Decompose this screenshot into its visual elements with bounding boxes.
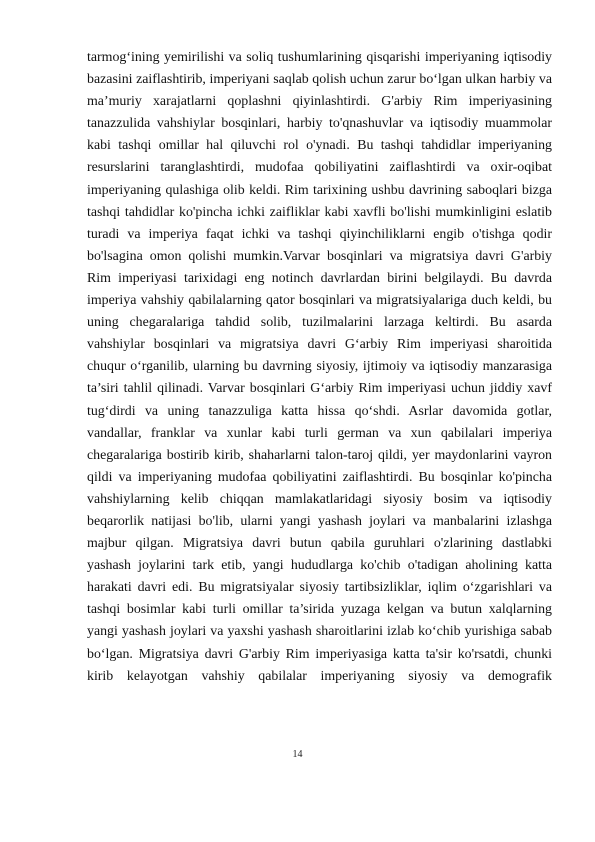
text-line: beqarorlik natijasi bo'lib, ularni yangi yashash joylari va manbalarini izlashga xyxy=(87,513,552,529)
text-line: yangi yashash joylari va yaxshi yashash sharoitlarini izlab ko‘chib yurishiga sabab xyxy=(87,624,552,640)
text-line: turadi va imperiya faqat ichki va tashqi qiyinchiliklarni engib o'tishga qodir xyxy=(87,226,552,242)
text-line: bazasini zaiflashtirib, imperiyani saqlab qolish uchun zarur bo‘lgan ulkan harbiy va xyxy=(87,72,552,88)
text-line: tarmog‘ining yemirilishi va soliq tushumlarining qisqarishi imperiyaning iqtisodiy xyxy=(87,50,552,65)
text-line: imperiya vahshiy qabilalarning qator bosqinlari va migratsiyalariga duch keldi, bu xyxy=(87,293,552,309)
text-line: tanazzulida vahshiylar bosqinlari, harbiy to'qnashuvlar va iqtisodiy muammolar xyxy=(87,116,552,132)
document-body xyxy=(87,47,552,688)
text-line: ta’siri tahlil qilinadi. Varvar bosqinlari G‘arbiy Rim imperiyasi uchun jiddiy xavf xyxy=(87,381,552,397)
text-line: imperiyaning qulashiga olib keldi. Rim tarixining ushbu davrining saboqlari bizga xyxy=(87,182,552,198)
text-line: Rim imperiyasi tarixidagi eng notinch davrlardan birini belgilaydi. Bu davrda xyxy=(87,270,552,286)
text-line: chuqur o‘rganilib, ularning bu davrning siyosiy, ijtimoiy va iqtisodiy manzarasiga xyxy=(87,359,552,375)
text-line: majbur qilgan. Migratsiya davri butun qabila guruhlari o'zlarining dastlabki xyxy=(87,536,552,552)
text-line: bo‘lgan. Migratsiya davri G'arbiy Rim imperiyasiga katta ta'sir ko'rsatdi, chunki xyxy=(87,646,552,662)
text-line: qildi va imperiyaning mudofaa qobiliyatini zaiflashtirdi. Bu bosqinlar ko'pincha xyxy=(87,469,552,485)
text-line: kabi tashqi omillar hal qiluvchi rol o'ynadi. Bu tashqi tahdidlar imperiyaning xyxy=(87,138,552,154)
text-line: tug‘dirdi va uning tanazzuliga katta hissa qo‘shdi. Asrlar davomida gotlar, xyxy=(87,403,552,419)
text-line: kirib kelayotgan vahshiy qabilalar imperiyaning siyosiy va demografik xyxy=(87,668,552,684)
page-number: 14 xyxy=(292,749,303,760)
text-line: harakati davri edi. Bu migratsiyalar siyosiy tartibsizliklar, iqlim o‘zgarishlari va xyxy=(87,580,552,596)
text-line: uning chegaralariga tahdid solib, tuzilmalarini larzaga keltirdi. Bu asarda xyxy=(87,315,552,331)
text-line: vahshiylar bosqinlari va migratsiya davri G‘arbiy Rim imperiyasi sharoitida xyxy=(87,337,552,353)
text-line: yashash joylarini tark etib, yangi hududlarga ko'chib o'tadigan aholining katta xyxy=(87,558,552,574)
text-line: tashqi bosimlar kabi turli omillar ta’sirida yuzaga kelgan va butun xalqlarning xyxy=(87,602,552,618)
text-line: vahshiylarning kelib chiqqan mamlakatlaridagi siyosiy bosim va iqtisodiy xyxy=(87,491,552,507)
text-line: ma’muriy xarajatlarni qoplashni qiyinlashtirdi. G'arbiy Rim imperiyasining xyxy=(87,94,552,110)
text-line: resurslarini taranglashtirdi, mudofaa qobiliyatini zaiflashtirdi va oxir-oqibat xyxy=(87,160,552,176)
text-line: bo'lsagina omon qolishi mumkin.Varvar bosqinlari va migratsiya davri G'arbiy xyxy=(87,248,552,264)
text-line: tashqi tahdidlar ko'pincha ichki zaifliklar kabi xavfli bo'lishi mumkinligini eslatib xyxy=(87,204,552,220)
text-line: vandallar, franklar va xunlar kabi turli german va xun qabilalari imperiya xyxy=(87,425,552,441)
text-line: chegaralariga bostirib kirib, shaharlarni talon-taroj qildi, yer maydonlarini vayron xyxy=(87,447,552,463)
